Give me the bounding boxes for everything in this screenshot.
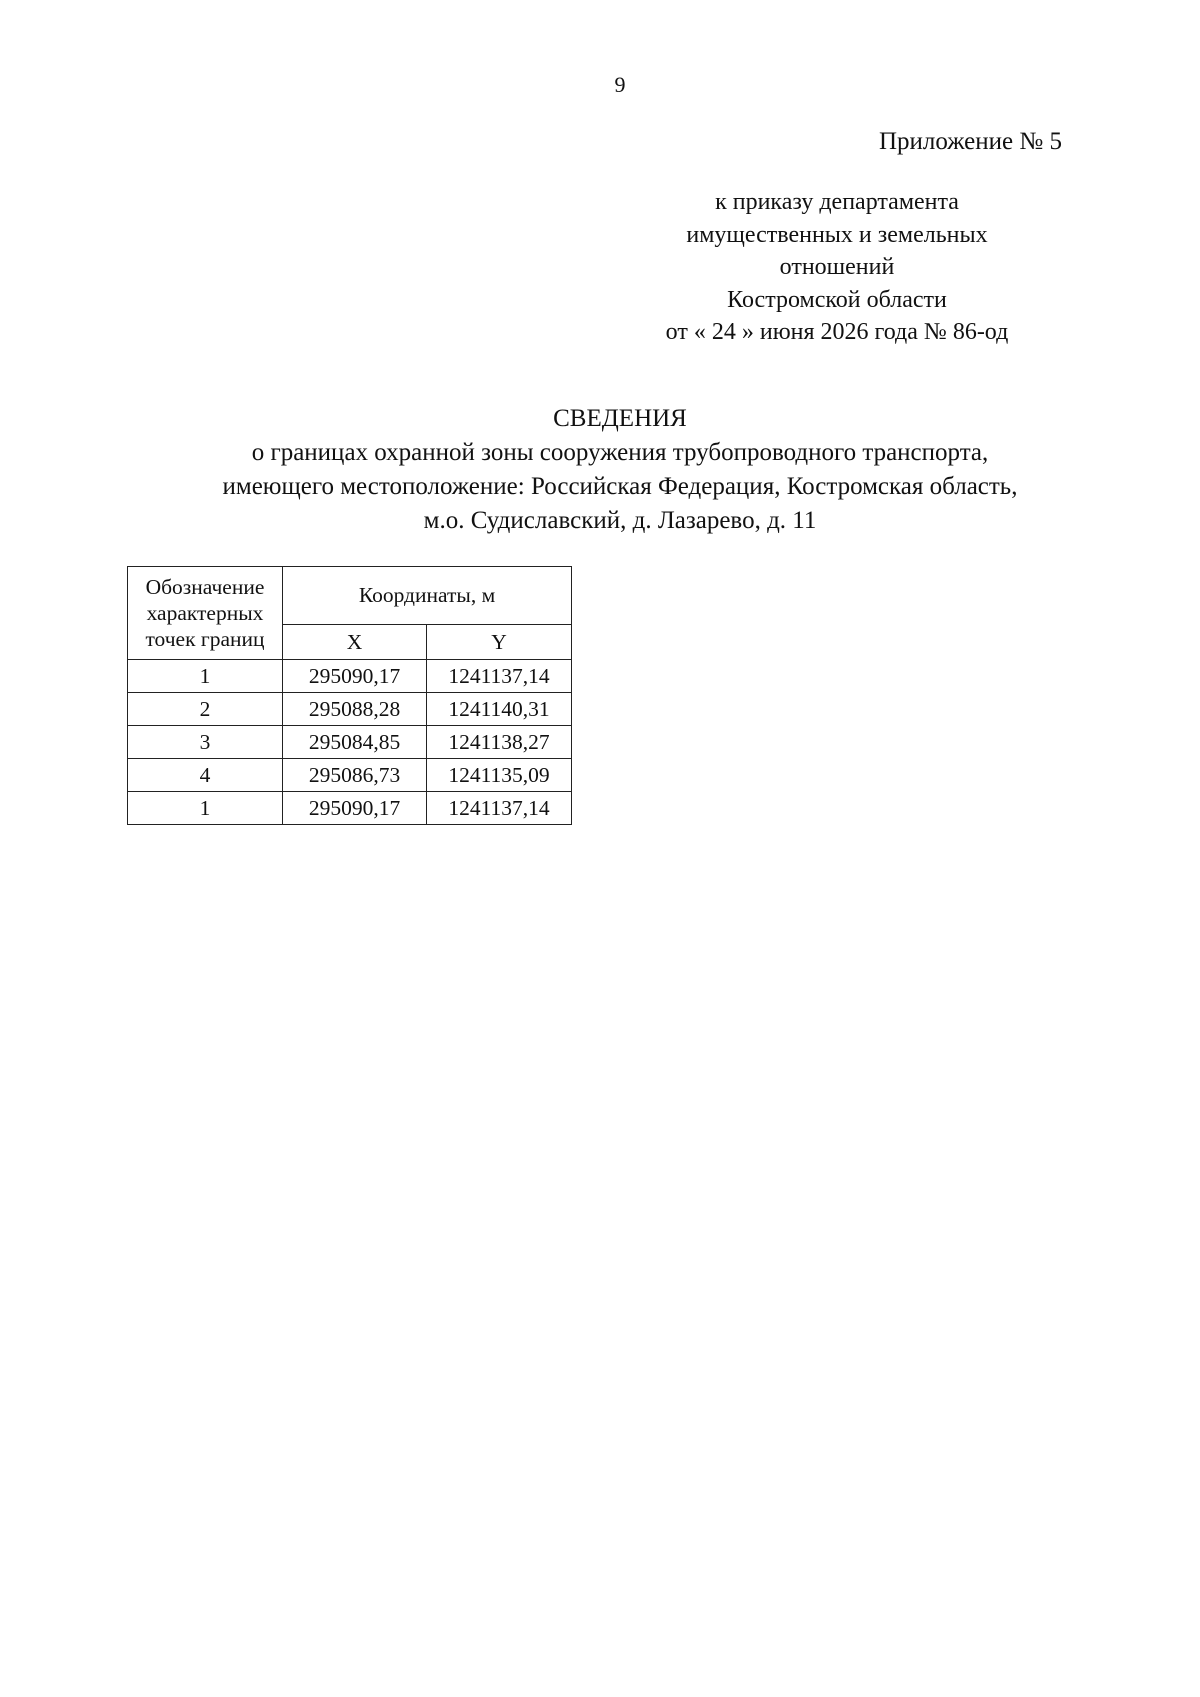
point-cell: 2 xyxy=(128,693,283,726)
order-date-number: от « 24 » июня 2026 года № 86-од xyxy=(665,319,1009,345)
coordinates-table xyxy=(127,566,572,825)
heading-line: о границах охранной зоны сооружения трубопроводного транспорта, xyxy=(251,439,989,466)
order-reference-line: отношений xyxy=(779,254,895,280)
point-cell: 3 xyxy=(128,726,283,759)
heading-line: имеющего местоположение: Российская Федерация, Костромская область, xyxy=(222,473,1018,500)
point-header-line: характерных xyxy=(146,601,264,625)
coordinates-header: Координаты, м xyxy=(283,567,572,625)
table-row xyxy=(128,693,572,726)
y-header: Y xyxy=(427,625,572,660)
x-cell: 295088,28 xyxy=(283,693,427,726)
point-header-line: Обозначение xyxy=(145,575,265,599)
table-row xyxy=(128,726,572,759)
table-row xyxy=(128,792,572,825)
y-cell: 1241137,14 xyxy=(427,792,572,825)
appendix-title: Приложение № 5 xyxy=(878,128,1062,155)
y-cell: 1241137,14 xyxy=(427,660,572,693)
point-cell: 1 xyxy=(128,660,283,693)
order-reference-line: имущественных и земельных xyxy=(686,221,988,248)
y-cell: 1241140,31 xyxy=(427,693,572,726)
point-header xyxy=(128,567,283,660)
y-cell: 1241135,09 xyxy=(427,759,572,792)
heading-title: СВЕДЕНИЯ xyxy=(553,405,687,432)
point-cell: 1 xyxy=(128,792,283,825)
x-cell: 295090,17 xyxy=(283,660,427,693)
document-heading xyxy=(0,402,1200,538)
x-cell: 295084,85 xyxy=(283,726,427,759)
x-cell: 295090,17 xyxy=(283,792,427,825)
x-header: X xyxy=(283,625,427,660)
heading-line: м.о. Судиславский, д. Лазарево, д. 11 xyxy=(423,507,817,534)
y-cell: 1241138,27 xyxy=(427,726,572,759)
x-cell: 295086,73 xyxy=(283,759,427,792)
order-reference-line: к приказу департамента xyxy=(715,189,959,215)
table-row xyxy=(128,660,572,693)
page-number: 9 xyxy=(614,72,626,97)
point-cell: 4 xyxy=(128,759,283,792)
order-reference-line: Костромской области xyxy=(727,286,947,313)
order-reference xyxy=(590,186,1084,349)
point-header-line: точек границ xyxy=(145,627,265,651)
table-row xyxy=(128,759,572,792)
